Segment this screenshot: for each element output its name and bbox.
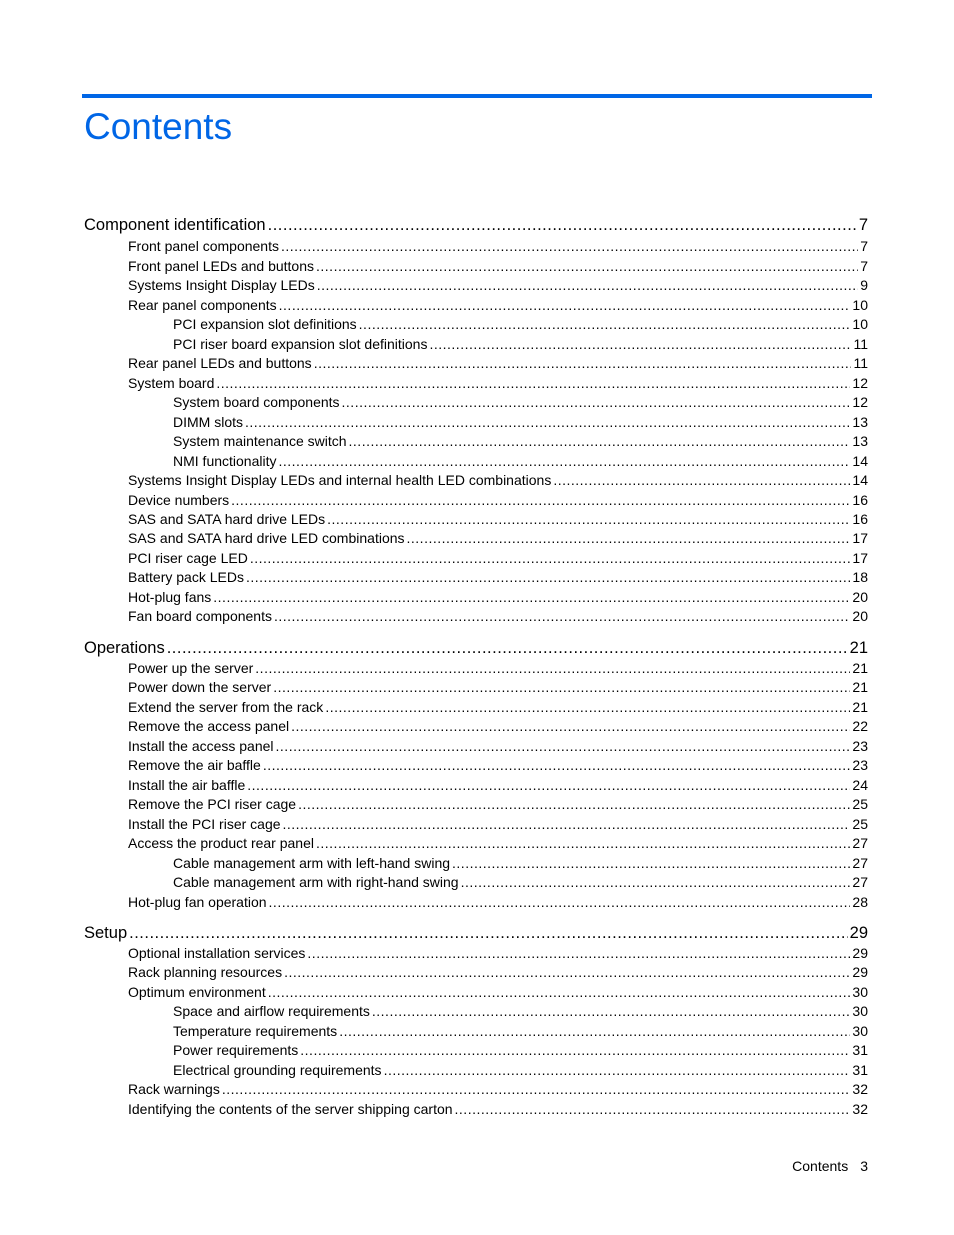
toc-leader-dots: [278, 452, 850, 470]
toc-entry-page: 10: [852, 297, 868, 313]
toc-leader-dots: [274, 607, 850, 625]
toc-entry[interactable]: [173, 432, 868, 450]
toc-entry-label: Battery pack LEDs: [128, 569, 244, 585]
page-title: Contents: [84, 106, 233, 147]
toc-entry-label: Front panel components: [128, 238, 279, 254]
toc-entry-label: Optimum environment: [128, 984, 266, 1000]
toc-leader-dots: [300, 1041, 850, 1059]
toc-leader-dots: [372, 1002, 851, 1020]
page-footer: [792, 1158, 868, 1174]
toc-entry-page: 27: [852, 874, 868, 890]
toc-entry-label: Remove the air baffle: [128, 757, 261, 773]
toc-entry-page: 21: [852, 660, 868, 676]
toc-entry[interactable]: [128, 795, 868, 813]
toc-entry-label: Cable management arm with left-hand swing: [173, 855, 451, 871]
toc-entry-page: 22: [852, 718, 868, 734]
toc-entry[interactable]: [128, 374, 868, 392]
toc-entry-page: 27: [852, 855, 868, 871]
toc-entry-label: Power requirements: [173, 1042, 299, 1058]
toc-entry[interactable]: [173, 393, 868, 411]
toc-entry[interactable]: [128, 276, 868, 294]
toc-entry-label: PCI riser board expansion slot definitions: [173, 336, 428, 352]
toc-leader-dots: [268, 215, 857, 235]
toc-entry[interactable]: [128, 834, 868, 852]
toc-entry[interactable]: [128, 607, 868, 625]
toc-entry[interactable]: [128, 717, 868, 735]
toc-entry-page: 20: [852, 608, 868, 624]
toc-leader-dots: [247, 776, 850, 794]
toc-leader-dots: [291, 717, 850, 735]
toc-leader-dots: [327, 510, 850, 528]
toc-entry-label: Systems Insight Display LEDs and internal health LED combinations: [128, 472, 552, 488]
toc-entry-page: 31: [852, 1062, 868, 1078]
toc-entry[interactable]: [84, 215, 868, 235]
toc-leader-dots: [281, 237, 858, 255]
toc-entry-page: 7: [860, 238, 868, 254]
title-rule: [82, 94, 872, 98]
toc-entry[interactable]: [128, 257, 868, 275]
toc-leader-dots: [553, 471, 850, 489]
toc-entry-page: 30: [852, 1023, 868, 1039]
toc-entry[interactable]: [173, 413, 868, 431]
footer-page-number: 3: [860, 1158, 868, 1174]
toc-leader-dots: [429, 335, 851, 353]
toc-entry-label: NMI functionality: [173, 453, 277, 469]
toc-leader-dots: [307, 944, 850, 962]
toc-entry[interactable]: [128, 815, 868, 833]
toc-entry-page: 9: [860, 277, 868, 293]
toc-entry[interactable]: [173, 335, 868, 353]
toc-leader-dots: [455, 1100, 851, 1118]
toc-entry-page: 13: [852, 414, 868, 430]
toc-entry[interactable]: [128, 568, 868, 586]
toc-entry-label: Remove the access panel: [128, 718, 290, 734]
toc-entry-label: Device numbers: [128, 492, 230, 508]
toc-leader-dots: [263, 756, 851, 774]
toc-entry-page: 27: [852, 835, 868, 851]
toc-leader-dots: [273, 678, 850, 696]
toc-leader-dots: [231, 491, 850, 509]
toc-entry-page: 21: [852, 699, 868, 715]
toc-entry-label: Install the air baffle: [128, 777, 246, 793]
toc-entry-label: Rack planning resources: [128, 964, 283, 980]
toc-entry-label: PCI expansion slot definitions: [173, 316, 357, 332]
toc-leader-dots: [213, 588, 850, 606]
toc-leader-dots: [276, 737, 851, 755]
toc-entry-label: Optional installation services: [128, 945, 306, 961]
toc-entry-page: 31: [852, 1042, 868, 1058]
toc-entry-page: 24: [852, 777, 868, 793]
toc-entry-label: DIMM slots: [173, 414, 243, 430]
toc-entry[interactable]: [84, 638, 868, 658]
toc-entry-page: 21: [852, 679, 868, 695]
toc-leader-dots: [250, 549, 851, 567]
toc-entry[interactable]: [128, 296, 868, 314]
toc-leader-dots: [222, 1080, 851, 1098]
toc-entry[interactable]: [128, 1100, 868, 1118]
toc-entry-page: 16: [852, 492, 868, 508]
toc-entry-page: 7: [860, 258, 868, 274]
toc-entry-page: 14: [852, 472, 868, 488]
toc-entry-page: 11: [853, 336, 868, 352]
toc-entry-label: Hot-plug fan operation: [128, 894, 267, 910]
toc-leader-dots: [298, 795, 850, 813]
toc-leader-dots: [269, 893, 851, 911]
toc-entry-page: 25: [852, 816, 868, 832]
toc-entry-page: 18: [852, 569, 868, 585]
toc-entry-page: 10: [852, 316, 868, 332]
toc-entry[interactable]: [128, 471, 868, 489]
toc-entry-label: Power up the server: [128, 660, 254, 676]
toc-entry[interactable]: [128, 893, 868, 911]
toc-entry-label: Remove the PCI riser cage: [128, 796, 297, 812]
toc-entry-label: Electrical grounding requirements: [173, 1062, 382, 1078]
toc-entry[interactable]: [128, 698, 868, 716]
toc-entry-label: Install the PCI riser cage: [128, 816, 281, 832]
toc-entry[interactable]: [128, 354, 868, 372]
toc-entry[interactable]: [84, 923, 868, 943]
toc-entry-label: System board: [128, 375, 215, 391]
toc-leader-dots: [129, 923, 848, 943]
toc-entry[interactable]: [173, 452, 868, 470]
toc-entry[interactable]: [128, 963, 868, 981]
toc-entry-page: 30: [852, 1003, 868, 1019]
toc-entry-page: 16: [852, 511, 868, 527]
toc-entry[interactable]: [128, 756, 868, 774]
toc-entry[interactable]: [173, 315, 868, 333]
toc-entry-label: Cable management arm with right-hand swing: [173, 874, 459, 890]
toc-leader-dots: [283, 815, 851, 833]
toc-entry[interactable]: [173, 1022, 868, 1040]
toc-leader-dots: [384, 1061, 851, 1079]
toc-entry-page: 12: [852, 375, 868, 391]
toc-leader-dots: [359, 315, 851, 333]
toc-leader-dots: [167, 638, 848, 658]
toc-entry[interactable]: [128, 529, 868, 547]
toc-entry[interactable]: [173, 854, 868, 872]
toc-entry-page: 20: [852, 589, 868, 605]
toc-entry-label: Access the product rear panel: [128, 835, 314, 851]
toc-entry[interactable]: [128, 944, 868, 962]
toc-leader-dots: [339, 1022, 850, 1040]
toc-leader-dots: [314, 354, 852, 372]
toc-entry[interactable]: [128, 983, 868, 1001]
toc-leader-dots: [316, 834, 850, 852]
toc-entry-page: 29: [852, 964, 868, 980]
toc-entry-label: Rear panel LEDs and buttons: [128, 355, 312, 371]
toc-entry-label: Rack warnings: [128, 1081, 220, 1097]
toc-entry-label: Temperature requirements: [173, 1023, 338, 1039]
toc-entry-page: 13: [852, 433, 868, 449]
toc-entry[interactable]: [128, 588, 868, 606]
toc-entry-label: System maintenance switch: [173, 433, 347, 449]
toc-entry-label: System board components: [173, 394, 340, 410]
footer-label: Contents: [792, 1158, 849, 1174]
toc-entry-label: Fan board components: [128, 608, 272, 624]
toc-entry-label: Front panel LEDs and buttons: [128, 258, 315, 274]
toc-leader-dots: [316, 257, 858, 275]
toc-entry-page: 11: [853, 355, 868, 371]
toc-entry-label: Identifying the contents of the server shipping carton: [128, 1101, 453, 1117]
toc-entry-label: Rear panel components: [128, 297, 277, 313]
toc-entry-label: Hot-plug fans: [128, 589, 212, 605]
toc-entry-page: 23: [852, 757, 868, 773]
toc-leader-dots: [407, 529, 851, 547]
toc-entry-label: Extend the server from the rack: [128, 699, 324, 715]
toc-entry[interactable]: [173, 1061, 868, 1079]
toc-entry-label: Space and airflow requirements: [173, 1003, 370, 1019]
toc-entry-label: PCI riser cage LED: [128, 550, 248, 566]
toc-leader-dots: [255, 659, 850, 677]
toc-leader-dots: [325, 698, 850, 716]
toc-entry-page: 29: [849, 924, 868, 942]
toc-entry-page: 25: [852, 796, 868, 812]
toc-leader-dots: [349, 432, 851, 450]
toc-entry[interactable]: [128, 737, 868, 755]
toc-leader-dots: [279, 296, 851, 314]
toc-entry-page: 32: [852, 1081, 868, 1097]
toc-entry-label: Install the access panel: [128, 738, 274, 754]
toc-leader-dots: [268, 983, 851, 1001]
toc-leader-dots: [245, 413, 850, 431]
toc-entry-page: 17: [852, 530, 868, 546]
toc-entry[interactable]: [173, 873, 868, 891]
toc-entry[interactable]: [173, 1041, 868, 1059]
toc-entry[interactable]: [128, 1080, 868, 1098]
toc-entry-label: Component identification: [84, 216, 266, 234]
toc-entry-page: 23: [852, 738, 868, 754]
toc-entry-page: 32: [852, 1101, 868, 1117]
toc-entry[interactable]: [128, 510, 868, 528]
toc-entry-label: SAS and SATA hard drive LEDs: [128, 511, 326, 527]
toc-entry[interactable]: [128, 549, 868, 567]
toc-leader-dots: [317, 276, 858, 294]
toc-entry-label: SAS and SATA hard drive LED combinations: [128, 530, 405, 546]
toc-leader-dots: [452, 854, 850, 872]
toc-entry-page: 30: [852, 984, 868, 1000]
toc-entry[interactable]: [128, 776, 868, 794]
toc-entry-label: Systems Insight Display LEDs: [128, 277, 315, 293]
toc-entry-page: 7: [858, 216, 868, 234]
toc-leader-dots: [216, 374, 850, 392]
toc-entry[interactable]: [128, 678, 868, 696]
toc-entry-page: 21: [849, 639, 868, 657]
toc-leader-dots: [284, 963, 850, 981]
toc-leader-dots: [461, 873, 851, 891]
toc-entry[interactable]: [128, 659, 868, 677]
toc-entry-label: Power down the server: [128, 679, 272, 695]
toc-entry[interactable]: [128, 491, 868, 509]
toc-entry-page: 17: [852, 550, 868, 566]
toc-leader-dots: [342, 393, 851, 411]
toc-entry-page: 29: [852, 945, 868, 961]
toc-entry-page: 14: [852, 453, 868, 469]
toc-entry[interactable]: [173, 1002, 868, 1020]
toc-entry-label: Operations: [84, 639, 165, 657]
toc-leader-dots: [246, 568, 850, 586]
toc-entry-label: Setup: [84, 924, 128, 942]
toc-entry-page: 12: [852, 394, 868, 410]
toc-entry[interactable]: [128, 237, 868, 255]
toc-entry-page: 28: [852, 894, 868, 910]
